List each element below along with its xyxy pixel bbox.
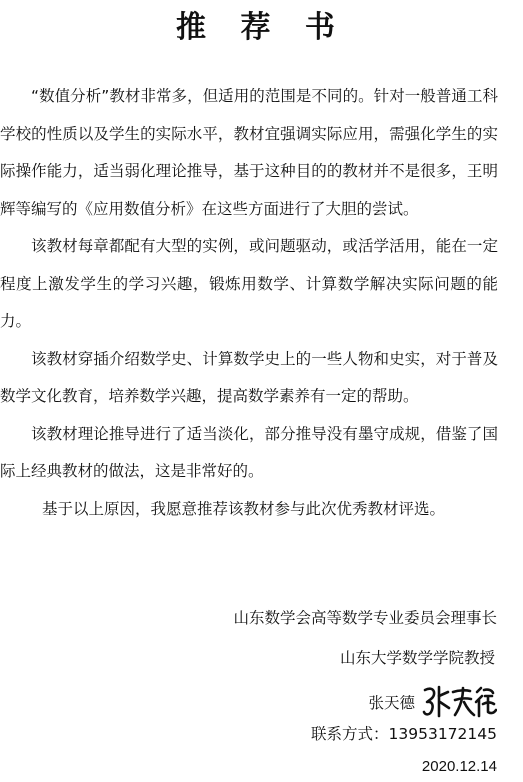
- closing-paragraph: 基于以上原因，我愿意推荐该教材参与此次优秀教材评选。: [42, 499, 446, 518]
- paragraph-2: 该教材每章都配有大型的实例，或问题驱动，或活学活用，能在一定程度上激发学生的学习兴趣，锻炼用数学、计算数学解决实际问题的能力。: [0, 237, 498, 330]
- signer-title-1: 山东数学会高等数学专业委员会理事长: [233, 609, 497, 627]
- signer-title-2: 山东大学数学学院教授: [339, 649, 495, 667]
- paragraph-4: 该教材理论推导进行了适当淡化，部分推导没有墨守成规，借鉴了国际上经典教材的做法，这是非常好的。: [0, 424, 498, 480]
- signer-name-row: [368, 682, 497, 722]
- signer-name: 张天德: [368, 694, 415, 712]
- contact-info: 联系方式：13953172145: [311, 725, 497, 743]
- paragraph-1: “数值分析”教材非常多，但适用的范围是不同的。针对一般普通工科学校的性质以及学生的实际水平，教材宜强调实际应用，需强化学生的实际操作能力，适当弱化理论推导，基于这种目的的教材并不是很多，王明辉等编写的《应用数值分析》在这些方面进行了大胆的尝试。: [0, 87, 498, 218]
- letter-date: 2020.12.14: [421, 758, 497, 775]
- page-title: 推 荐 书: [176, 10, 347, 45]
- paragraph-3: 该教材穿插介绍数学史、计算数学史上的一些人物和史实，对于普及数学文化教育，培养数学兴趣，提高数学素养有一定的帮助。: [0, 349, 498, 405]
- handwritten-signature: [419, 682, 497, 722]
- letter-body: [0, 78, 498, 528]
